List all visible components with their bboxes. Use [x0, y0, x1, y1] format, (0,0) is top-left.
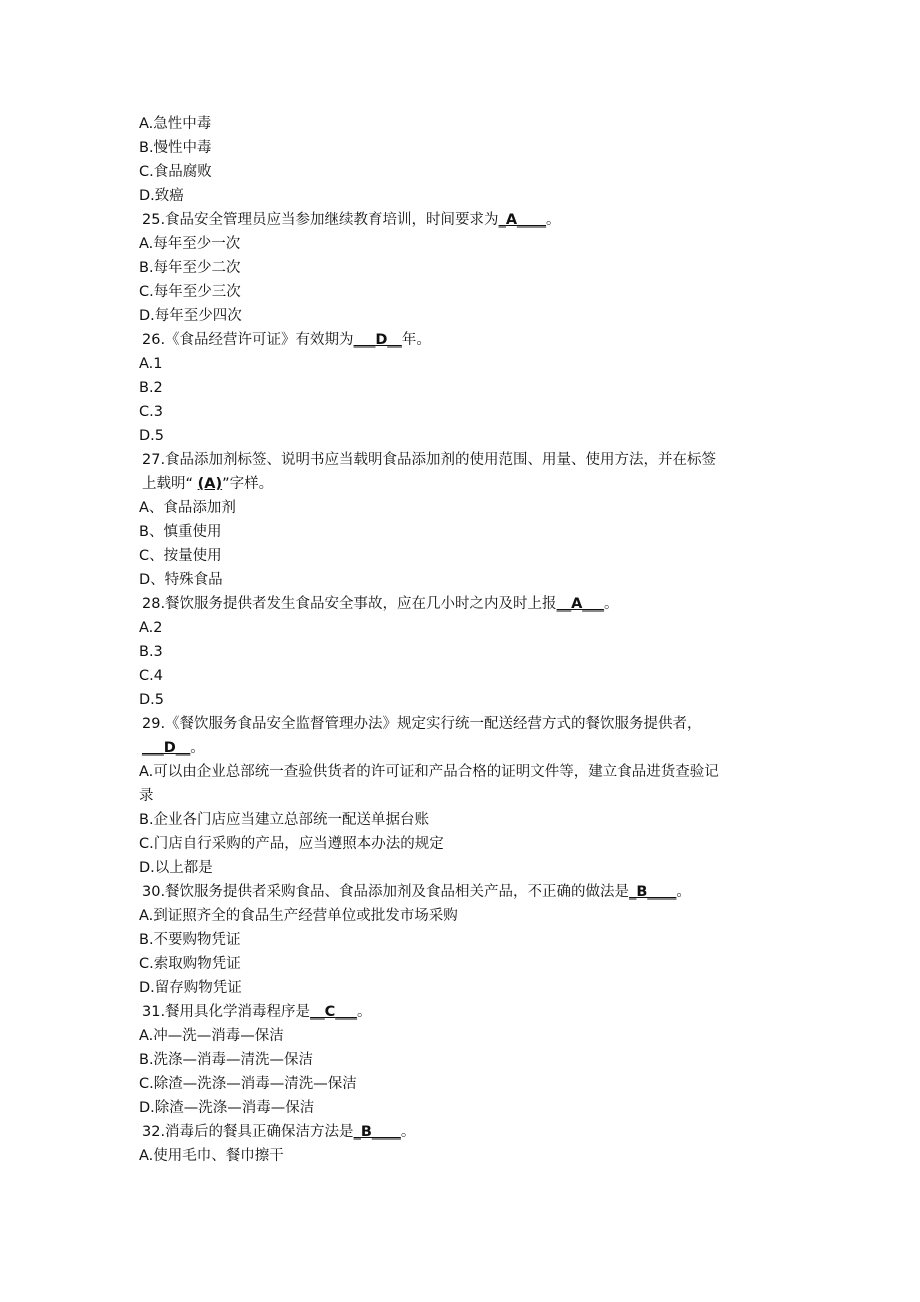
option-text: D.以上都是	[139, 860, 213, 876]
option-row	[139, 760, 789, 784]
answer-option	[139, 1096, 789, 1120]
answer-option	[139, 832, 789, 856]
question-text: 上载明“	[142, 476, 198, 492]
blank-underscore: __	[387, 332, 402, 348]
option-text: A.到证照齐全的食品生产经营单位或批发市场采购	[139, 908, 458, 924]
option-text: B.2	[139, 380, 163, 396]
option-text: A.可以由企业总部统一查验供货者的许可证和产品合格的证明文件等，建立食品进货查验记	[139, 764, 719, 780]
blank-underscore: _	[629, 884, 637, 900]
option-text: B.3	[139, 644, 163, 660]
question-suffix: 。	[604, 596, 619, 612]
option-text: A.1	[139, 356, 163, 372]
answer-letter: (A)	[197, 476, 223, 492]
option-text: D.致癌	[139, 188, 184, 204]
answer-letter: A	[571, 596, 583, 612]
blank-underscore: __	[556, 596, 572, 612]
question-suffix: ”字样。	[222, 476, 274, 492]
answer-option	[139, 928, 789, 952]
option-text: A.2	[139, 620, 163, 636]
blank-underscore: _	[353, 1124, 361, 1140]
answer-letter: A	[505, 212, 518, 228]
answer-option	[139, 232, 789, 256]
question-line	[139, 1000, 789, 1024]
option-text: B.不要购物凭证	[139, 932, 241, 948]
answer-option	[139, 160, 789, 184]
blank-underscore: ___	[582, 596, 605, 612]
question-line	[139, 592, 789, 616]
option-text: D.每年至少四次	[139, 308, 242, 324]
answer-option	[139, 376, 789, 400]
answer-option	[139, 568, 789, 592]
answer-option	[139, 688, 789, 712]
option-text: B.企业各门店应当建立总部统一配送单据台账	[139, 812, 430, 828]
question-text: 29.《餐饮服务食品安全监督管理办法》规定实行统一配送经营方式的餐饮服务提供者，	[142, 716, 702, 732]
question-suffix: 。	[400, 1124, 416, 1140]
answer-blank	[354, 332, 402, 348]
blank-underscore: ____	[371, 1124, 401, 1140]
answer-option	[139, 256, 789, 280]
answer-option	[139, 352, 789, 376]
answer-blank	[629, 884, 676, 900]
answer-option	[139, 640, 789, 664]
blank-underscore: _	[498, 212, 506, 228]
answer-option	[139, 112, 789, 136]
answer-letter: B	[636, 884, 648, 900]
option-text: D、特殊食品	[139, 572, 223, 588]
blank-underscore: ____	[517, 212, 547, 228]
option-text: B、慎重使用	[139, 524, 222, 540]
option-text: D.5	[139, 692, 164, 708]
option-text: C.门店自行采购的产品，应当遵照本办法的规定	[139, 836, 444, 852]
question-text: 31.餐用具化学消毒程序是	[142, 1004, 311, 1020]
answer-option	[139, 136, 789, 160]
question-suffix: 年。	[401, 332, 431, 348]
question-line	[139, 1120, 789, 1144]
blank-underscore: ___	[353, 332, 376, 348]
option-text: B.洗涤—消毒—清洗—保洁	[139, 1052, 314, 1068]
option-text: A.急性中毒	[139, 116, 212, 132]
question-text: 28.餐饮服务提供者发生食品安全事故，应在几小时之内及时上报	[142, 596, 557, 612]
option-text: A.每年至少一次	[139, 236, 241, 252]
question-text: 26.《食品经营许可证》有效期为	[142, 332, 354, 348]
answer-letter: D	[163, 740, 176, 756]
question-suffix: 。	[356, 1004, 372, 1020]
answer-letter: D	[375, 332, 388, 348]
answer-option	[139, 496, 789, 520]
answer-option	[139, 520, 789, 544]
option-text: C、按量使用	[139, 548, 222, 564]
option-text: C.3	[139, 404, 163, 420]
question-text: 30.餐饮服务提供者采购食品、食品添加剂及食品相关产品，不正确的做法是	[142, 884, 630, 900]
option-text: B.每年至少二次	[139, 260, 241, 276]
answer-option	[139, 952, 789, 976]
question-line	[139, 880, 789, 904]
question-line	[139, 208, 789, 232]
answer-option	[139, 280, 789, 304]
option-row	[139, 784, 789, 808]
option-text: 录	[139, 788, 154, 804]
answer-option	[139, 856, 789, 880]
question-text: 25.食品安全管理员应当参加继续教育培训，时间要求为	[142, 212, 499, 228]
blank-underscore: ___	[335, 1004, 357, 1020]
option-text: D.5	[139, 428, 164, 444]
question-row	[142, 736, 789, 760]
question-line	[139, 448, 789, 496]
blank-underscore: ____	[647, 884, 677, 900]
blank-underscore: __	[175, 740, 191, 756]
answer-option	[139, 1072, 789, 1096]
option-text: D.留存购物凭证	[139, 980, 242, 996]
option-text: C.索取购物凭证	[139, 956, 241, 972]
answer-option	[139, 544, 789, 568]
answer-blank	[354, 1124, 401, 1140]
question-row	[142, 448, 789, 472]
blank-underscore: ___	[142, 740, 164, 756]
question-text: 27.食品添加剂标签、说明书应当载明食品添加剂的使用范围、用量、使用方法，并在标签	[142, 452, 717, 468]
answer-option	[139, 424, 789, 448]
question-line	[139, 712, 789, 760]
answer-option	[139, 760, 789, 808]
option-text: C.食品腐败	[139, 164, 212, 180]
question-suffix: 。	[676, 884, 691, 900]
option-text: C.4	[139, 668, 163, 684]
answer-letter: C	[324, 1004, 336, 1020]
question-line	[139, 328, 789, 352]
answer-option	[139, 1024, 789, 1048]
answer-option	[139, 808, 789, 832]
answer-option	[139, 616, 789, 640]
answer-letter: B	[360, 1124, 372, 1140]
question-row	[142, 712, 789, 736]
answer-option	[139, 1048, 789, 1072]
option-text: A.冲—洗—消毒—保洁	[139, 1028, 284, 1044]
answer-blank	[142, 740, 190, 756]
answer-blank	[499, 212, 546, 228]
answer-blank	[310, 1004, 357, 1020]
option-text: A.使用毛巾、餐巾擦干	[139, 1148, 284, 1164]
option-text: B.慢性中毒	[139, 140, 212, 156]
answer-option	[139, 184, 789, 208]
question-suffix: 。	[190, 740, 205, 756]
option-text: C.每年至少三次	[139, 284, 241, 300]
question-list	[139, 112, 789, 1168]
answer-option	[139, 976, 789, 1000]
question-suffix: 。	[546, 212, 561, 228]
option-text: A、食品添加剂	[139, 500, 236, 516]
question-text: 32.消毒后的餐具正确保洁方法是	[142, 1124, 354, 1140]
answer-option	[139, 904, 789, 928]
answer-option	[139, 304, 789, 328]
answer-blank	[557, 596, 604, 612]
answer-option	[139, 400, 789, 424]
blank-underscore: __	[310, 1004, 325, 1020]
answer-option	[139, 1144, 789, 1168]
question-row	[142, 472, 789, 496]
option-text: C.除渣—洗涤—消毒—清洗—保洁	[139, 1076, 357, 1092]
option-text: D.除渣—洗涤—消毒—保洁	[139, 1100, 315, 1116]
answer-option	[139, 664, 789, 688]
